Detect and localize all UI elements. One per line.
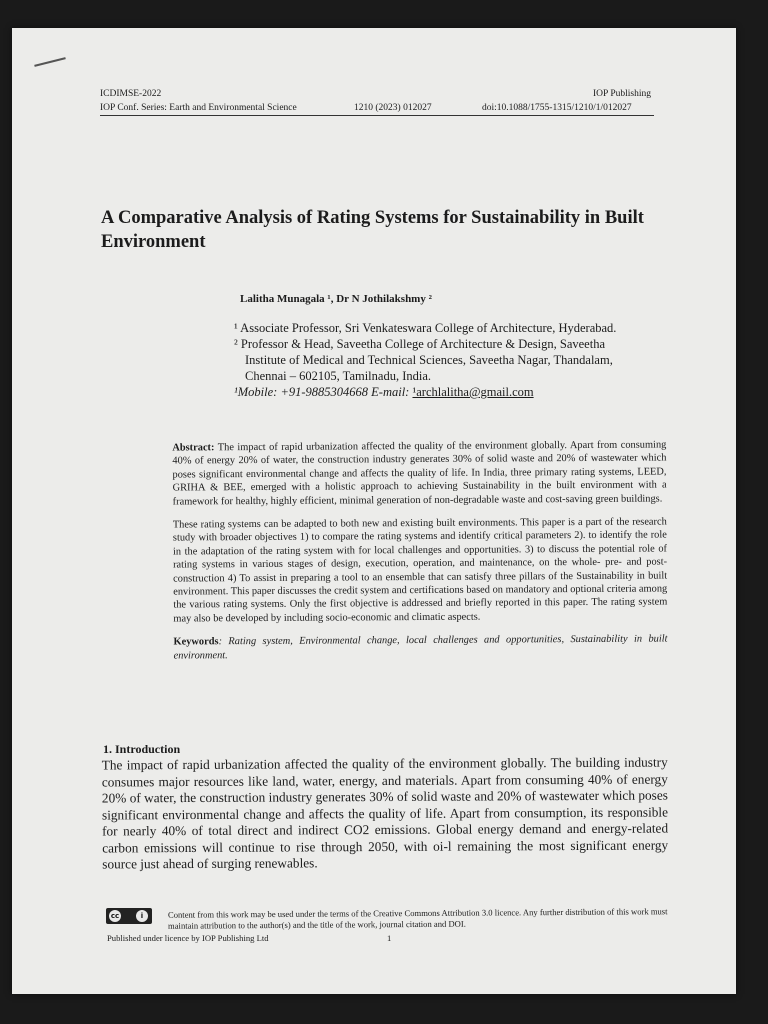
contact-prefix: ¹Mobile: +91-9885304668 E-mail: [234, 385, 413, 399]
intro-heading: 1. Introduction [103, 742, 181, 756]
conference-name: ICDIMSE-2022 [100, 89, 162, 99]
intro-text: The impact of rapid urbanization affected the quality of the environment globally. The building industry consumes major resources like land, water, energy, and materials. Apart from consuming 40% of energy 20% of water, the construction industry generates 30% of solid waste and 20% of wastewater which poses significant environmental change and affects the quality of life. Apart from consumption, its responsible for nearly 40% of total direct and indirect CO2 emissions. Global energy demand and energy-related carbon emissions will continue to rise through 2050, with oi-l remaining the most significant energy source just ahead of surging renewables. [101, 754, 669, 872]
cc-icon: cc [110, 912, 120, 920]
abstract-para-1 [172, 438, 666, 508]
attribution-icon: i [136, 910, 148, 922]
page-number: 1 [387, 933, 392, 943]
doi: doi:10.1088/1755-1315/1210/1/012027 [482, 103, 632, 113]
paper-title: A Comparative Analysis of Rating Systems for Sustainability in Built Environment [101, 208, 644, 252]
paper-page [12, 28, 736, 994]
published-by: Published under licence by IOP Publishing Ltd [107, 933, 269, 943]
contact-line [234, 384, 674, 400]
email-link[interactable]: ¹archlalitha@gmail.com [412, 385, 534, 399]
abstract-label: Abstract: [172, 442, 215, 454]
pen-mark [34, 57, 66, 67]
affiliation-2-city: Chennai – 602105, Tamilnadu, India. [245, 369, 432, 383]
affiliations [234, 320, 674, 400]
affiliation-1: ¹ Associate Professor, Sri Venkateswara College of Architecture, Hyderabad. [234, 321, 617, 335]
journal-series: IOP Conf. Series: Earth and Environmental Science [100, 103, 297, 113]
affiliation-2-cont: Institute of Medical and Technical Sciences, Saveetha Nagar, Thandalam, [245, 353, 613, 367]
abstract-para-2: These rating systems can be adapted to both new and existing built environments. This paper is a part of the research study with broader objectives 1) to compare the rating systems and identify critical parameters 2). to identify the role in the adaptation of the rating system with for local challenges and opportunities. 3) to discuss the potential role of rating systems in various stages of design, execution, operation, and maintenance, on the whole- pre- and post-construction 4) To assist in preparing a tool to an ensemble that can satisfy three pillars of the Sustainability in built environment. This paper discusses the credit system and certifications based on mandatory and optional criteria among the various rating systems. Only the first objective is addressed and briefly reported in this paper. The rating system may also be developed by including socio-economic and climatic aspects. [172, 516, 668, 625]
authors: Lalitha Munagala ¹, Dr N Jothilakshmy ² [240, 293, 432, 305]
keywords-label: Keywords [173, 636, 219, 648]
license-text: Content from this work may be used under the terms of the Creative Commons Attribution 3.0 licence. Any further distribution of this work must maintain attribution to the author(s) and the title of the work, journal citation and DOI. [167, 906, 668, 931]
publisher-name: IOP Publishing [593, 89, 651, 99]
volume-info: 1210 (2023) 012027 [354, 103, 432, 113]
cc-license-badge [106, 908, 152, 924]
abstract-text-1: The impact of rapid urbanization affected the quality of the environment globally. Apart from consuming 40% of energy 20% of water, the construction industry generates 30% of solid waste and 20% of wastewater which poses significant environmental change and affects the quality of life. In India, three primary rating systems, LEED, GRIHA & BEE, emerged with a holistic approach to achieving Sustainability in the built environment with a framework for healthy, highly efficient, minimal generation of non-degradable waste and cost-saving green buildings. [172, 439, 667, 508]
abstract-block [172, 438, 667, 672]
keywords-text: : Rating system, Environmental change, local challenges and opportunities, Sustainability in built environment. [173, 633, 668, 662]
header-rule [100, 115, 654, 116]
keywords [173, 633, 667, 663]
affiliation-2: ² Professor & Head, Saveetha College of Architecture & Design, Saveetha [234, 337, 605, 351]
